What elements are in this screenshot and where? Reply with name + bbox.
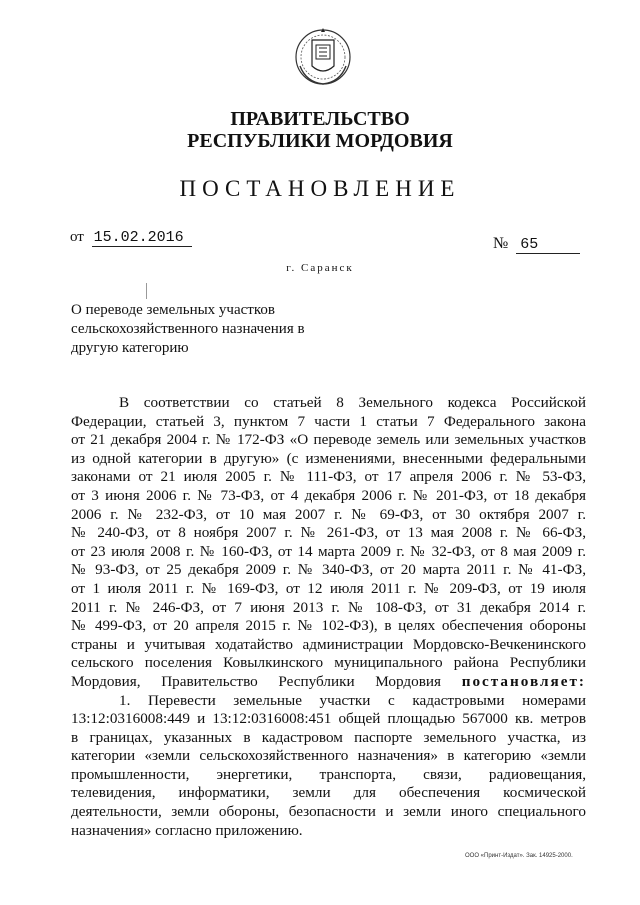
organization-name-line2: РЕСПУБЛИКИ МОРДОВИЯ bbox=[187, 130, 453, 152]
body-line: Федерации, статьей 3, пунктом 7 части 1 статьи 7 Федерального закона bbox=[71, 412, 586, 430]
document-subject bbox=[71, 301, 305, 358]
body-resolution-prefix: Мордовия, Правительство Республики Мордовия bbox=[71, 672, 442, 690]
item-line: промышленности, энергетики, транспорта, связи, радиовещания, bbox=[71, 765, 586, 783]
city-label: г. Саранск bbox=[286, 262, 354, 274]
body-line: страны и учитывая ходатайство администрации Мордовско-Вечкенинского bbox=[71, 635, 586, 653]
item-line: деятельности, земли обороны, безопасности и земли иного специального bbox=[71, 803, 586, 821]
body-line: от 1 июля 2011 г. № 169-ФЗ, от 12 июля 2011 г. № 209-ФЗ, от 19 июля bbox=[71, 579, 586, 597]
subject-line: О переводе земельных участков bbox=[71, 302, 275, 318]
subject-line: другую категорию bbox=[71, 340, 189, 356]
body-line: 2011 г. № 246-ФЗ, от 7 июня 2013 г. № 108-ФЗ, от 31 декабря 2014 г. bbox=[71, 598, 586, 616]
number-prefix: № bbox=[493, 235, 509, 252]
document-body bbox=[71, 394, 586, 840]
margin-mark bbox=[146, 283, 147, 299]
body-line: 2006 г. № 232-ФЗ, от 10 мая 2007 г. № 69-ФЗ, от 30 октября 2007 г. bbox=[71, 505, 586, 523]
body-line-resolution bbox=[71, 673, 586, 692]
body-line: от 21 декабря 2004 г. № 172-ФЗ «О переводе земель или земельных участков bbox=[71, 431, 586, 449]
resolution-word: постановляет: bbox=[461, 672, 586, 690]
organization-name-line1: ПРАВИТЕЛЬСТВО bbox=[230, 108, 410, 130]
body-line: сельского поселения Ковылкинского муниципального района Республики bbox=[71, 654, 586, 672]
body-line: № 240-ФЗ, от 8 ноября 2007 г. № 261-ФЗ, от 13 мая 2008 г. № 66-ФЗ, bbox=[71, 524, 586, 542]
item-line: телевидения, информатики, земли для обеспечения космической bbox=[71, 784, 586, 802]
coat-of-arms-emblem bbox=[294, 26, 352, 88]
item-line: 1. Перевести земельные участки с кадастровыми номерами bbox=[119, 691, 586, 709]
item-line: в границах, указанных в кадастровом паспорте земельного участка, из bbox=[71, 728, 586, 746]
body-line: № 93-ФЗ, от 25 декабря 2009 г. № 340-ФЗ, от 20 марта 2011 г. № 41-ФЗ, bbox=[71, 561, 586, 579]
date-value: 15.02.2016 bbox=[92, 229, 192, 247]
body-line: из одной категории в другую» (с изменениями, внесенными федеральными bbox=[71, 449, 586, 467]
body-line: № 499-ФЗ, от 20 апреля 2015 г. № 102-ФЗ), в целях обеспечения обороны bbox=[71, 617, 586, 635]
document-date bbox=[70, 229, 192, 247]
item-line: назначения» согласно приложению. bbox=[71, 821, 303, 839]
date-prefix: от bbox=[70, 229, 84, 245]
printer-footer: ООО «Принт-Издат». Зак. 14925-2000. bbox=[465, 853, 573, 859]
number-value: 65 bbox=[516, 236, 580, 254]
document-number bbox=[493, 235, 580, 254]
document-type-title: ПОСТАНОВЛЕНИЕ bbox=[179, 176, 461, 201]
body-line: от 3 июня 2006 г. № 73-ФЗ, от 4 декабря 2006 г. № 201-ФЗ, от 18 декабря bbox=[71, 486, 586, 504]
item-line: категории «земли сельскохозяйственного назначения» в категорию «земли bbox=[71, 747, 586, 765]
body-line: от 23 июля 2008 г. № 160-ФЗ, от 14 марта 2009 г. № 32-ФЗ, от 8 мая 2009 г. bbox=[71, 542, 586, 560]
body-line: законами от 21 июля 2005 г. № 111-ФЗ, от 17 апреля 2006 г. № 53-ФЗ, bbox=[71, 468, 586, 486]
subject-line: сельскохозяйственного назначения в bbox=[71, 321, 305, 337]
item-line: 13:12:0316008:449 и 13:12:0316008:451 общей площадью 567000 кв. метров bbox=[71, 710, 586, 728]
body-line: В соответствии со статьей 8 Земельного кодекса Российской bbox=[119, 394, 586, 411]
